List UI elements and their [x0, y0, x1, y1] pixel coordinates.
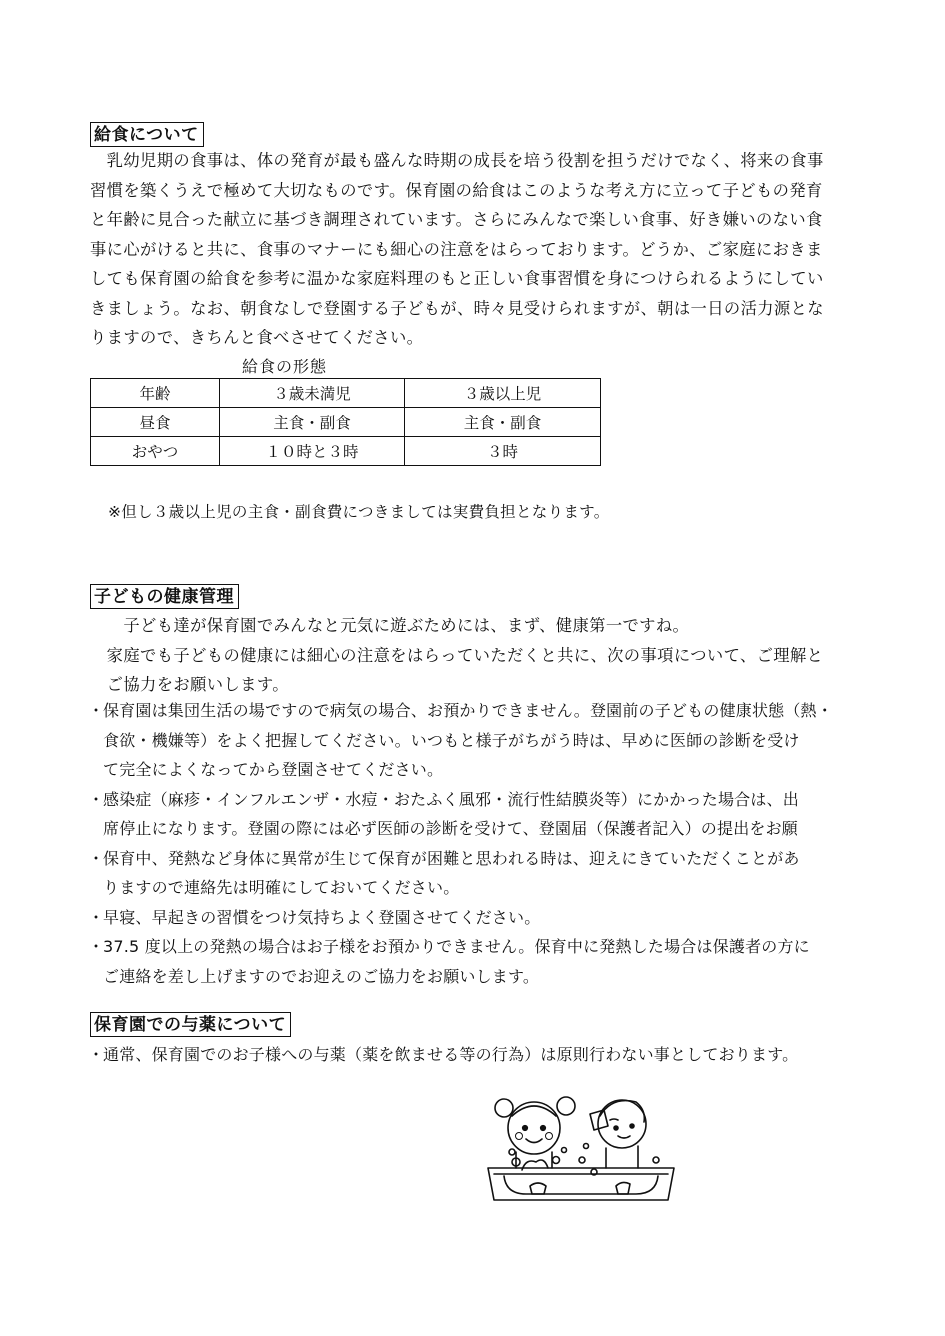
table-cell: 主食・副食 — [405, 408, 601, 437]
bullet-mark: ・ — [88, 848, 105, 868]
table-cell: ３時 — [405, 437, 601, 466]
medicine-section-heading: 保育園での与薬について — [90, 1012, 291, 1037]
table-row — [91, 379, 601, 408]
list-item — [88, 785, 863, 844]
bullet-mark: ・ — [88, 1045, 105, 1064]
list-item-line: 食欲・機嫌等）をよく把握してください。いつもと様子がちがう時は、早めに医師の診断を受け — [103, 730, 800, 750]
health-intro-line: ご協力をお願いします。 — [90, 675, 289, 694]
bullet-mark: ・ — [88, 701, 105, 720]
table-cell: ３歳以上児 — [405, 379, 601, 408]
bullet-mark: ・ — [88, 937, 105, 956]
table-cell: 年齢 — [91, 379, 220, 408]
table-cell: おやつ — [91, 437, 220, 466]
list-item-line: 保育中、発熱など身体に異常が生じて保育が困難と思われる時は、迎えにきていただくことがあ — [103, 848, 800, 868]
children-washing-hands-icon — [486, 1090, 680, 1208]
meal-paragraph-line: きましょう。なお、朝食なしで登園する子どもが、時々見受けられますが、朝は一日の活力源とな — [90, 298, 824, 318]
meal-table-caption: 給食の形態 — [242, 357, 328, 376]
bullet-mark: ・ — [88, 789, 105, 809]
list-item — [88, 932, 863, 991]
list-item — [88, 903, 863, 933]
list-item — [88, 844, 863, 903]
health-intro — [90, 611, 870, 700]
table-row — [91, 437, 601, 466]
table-cell: 主食・副食 — [220, 408, 405, 437]
list-item-line: 感染症（麻疹・インフルエンザ・水痘・おたふく風邪・流行性結膜炎等）にかかった場合は、出 — [103, 789, 799, 809]
list-item — [88, 1040, 863, 1070]
meal-paragraph-line: と年齢に見合った献立に基づき調理されています。さらにみんなで楽しい食事、好き嫌いのない食 — [90, 210, 823, 229]
health-intro-line: 家庭でも子どもの健康には細心の注意をはらっていただくと共に、次の事項について、ご理解と — [90, 645, 824, 665]
table-row — [91, 408, 601, 437]
meal-paragraph-line: 習慣を築くうえで極めて大切なものです。保育園の給食はこのような考え方に立って子どもの発育 — [90, 180, 823, 200]
meal-paragraph — [90, 146, 870, 353]
list-item-line: 早寝、早起きの習慣をつけ気持ちよく登園させてください。 — [103, 907, 541, 927]
list-item-line: て完全によくなってから登園させてください。 — [103, 760, 444, 779]
table-cell: １０時と３時 — [220, 437, 405, 466]
health-bullet-list — [88, 696, 863, 991]
meal-cost-note: ※但し３歳以上児の主食・副食費につきましては実費負担となります。 — [108, 503, 610, 521]
meal-paragraph-line: 乳幼児期の食事は、体の発育が最も盛んな時期の成長を培う役割を担うだけでなく、将来の食事 — [90, 151, 824, 170]
list-item-line: ご連絡を差し上げますのでお迎えのご協力をお願いします。 — [103, 966, 540, 986]
bullet-mark: ・ — [88, 907, 105, 927]
meal-paragraph-line: 事に心がけると共に、食事のマナーにも細心の注意をはらっております。どうか、ご家庭におきま — [90, 239, 823, 259]
meal-section-heading: 給食について — [90, 122, 204, 147]
list-item-line: 通常、保育園でのお子様への与薬（薬を飲ませる等の行為）は原則行わない事としております。 — [103, 1045, 799, 1064]
table-cell: 昼食 — [91, 408, 220, 437]
meal-paragraph-line: しても保育園の給食を参考に温かな家庭料理のもと正しい食事習慣を身につけられるようにしてい — [90, 269, 824, 288]
list-item-line: 37.5 度以上の発熱の場合はお子様をお預かりできません。保育中に発熱した場合は保護者の方に — [103, 937, 810, 956]
meal-paragraph-line: りますので、きちんと食べさせてください。 — [90, 328, 424, 347]
list-item — [88, 696, 863, 785]
meal-table — [90, 378, 601, 466]
health-intro-line: 子ども達が保育園でみんなと元気に遊ぶためには、まず、健康第一ですね。 — [90, 616, 690, 635]
health-section-heading: 子どもの健康管理 — [90, 584, 239, 609]
medicine-bullet-list — [88, 1040, 863, 1070]
list-item-line: 席停止になります。登園の際には必ず医師の診断を受けて、登園届（保護者記入）の提出をお願 — [103, 819, 799, 838]
table-cell: ３歳未満児 — [220, 379, 405, 408]
list-item-line: 保育園は集団生活の場ですので病気の場合、お預かりできません。登園前の子どもの健康状態（熱・ — [103, 701, 833, 720]
list-item-line: りますので連絡先は明確にしておいてください。 — [103, 878, 460, 897]
